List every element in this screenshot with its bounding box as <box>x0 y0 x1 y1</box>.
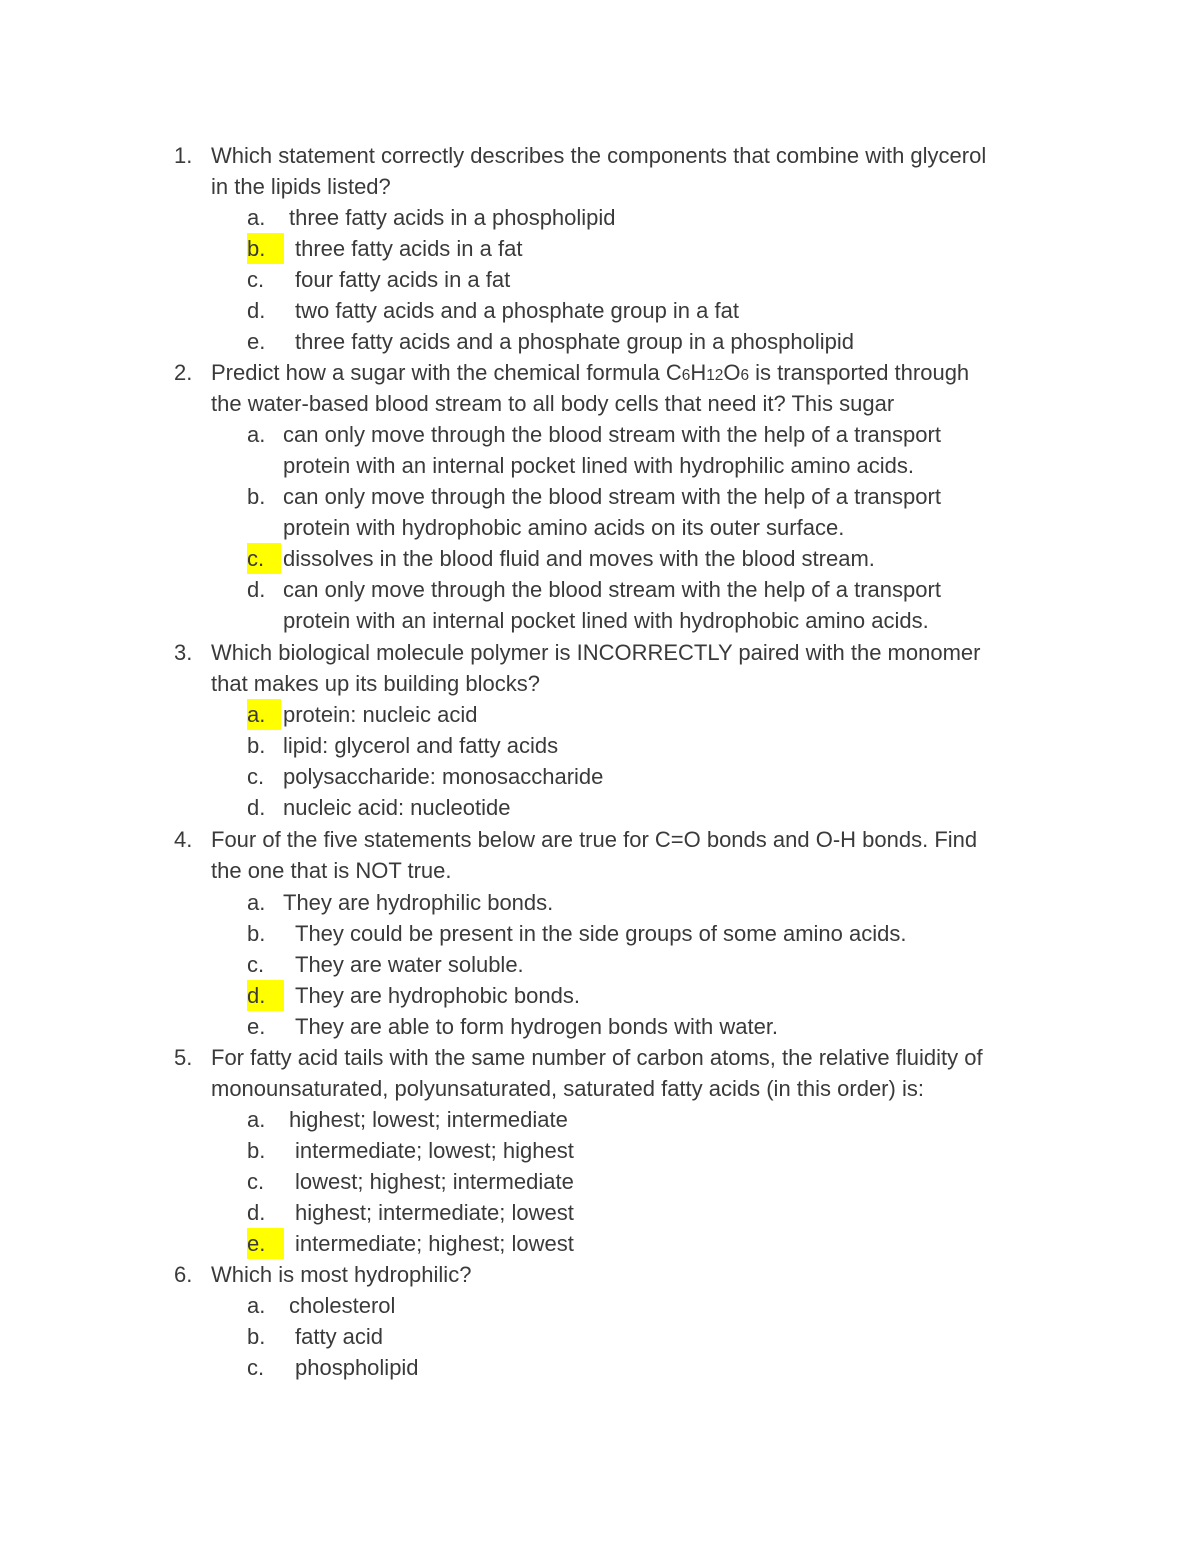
option-letter: d. <box>247 298 266 323</box>
option-text: They are water soluble. <box>295 952 524 977</box>
question-number: 2. <box>174 360 193 385</box>
question-text: the water-based blood stream to all body cells that need it? This sugar <box>211 391 895 416</box>
option-letter: c. <box>247 952 265 977</box>
option-letter: b. <box>247 921 266 946</box>
question-number: 5. <box>174 1045 193 1070</box>
option-text: three fatty acids in a fat <box>295 236 523 261</box>
question-text: that makes up its building blocks? <box>211 671 540 696</box>
option-text: protein with an internal pocket lined with hydrophilic amino acids. <box>283 453 915 478</box>
option-text: They are able to form hydrogen bonds with water. <box>295 1014 779 1039</box>
question-text: in the lipids listed? <box>211 174 391 199</box>
option-letter: a. <box>247 1293 266 1318</box>
option-text: protein with an internal pocket lined with hydrophobic amino acids. <box>283 608 929 633</box>
option-letter: d. <box>247 577 266 602</box>
option-text: dissolves in the blood fluid and moves with the blood stream. <box>283 546 875 571</box>
option-letter: b. <box>247 733 266 758</box>
option-text: intermediate; highest; lowest <box>295 1231 574 1256</box>
option-text: cholesterol <box>289 1293 396 1318</box>
question-text: For fatty acid tails with the same number of carbon atoms, the relative fluidity of <box>211 1045 983 1070</box>
question-number: 3. <box>174 640 193 665</box>
question-text: Four of the five statements below are true for C=O bonds and O-H bonds. Find <box>211 827 978 852</box>
option-letter: b. <box>247 1324 266 1349</box>
option-letter: a. <box>247 205 266 230</box>
option-letter: c. <box>247 1169 265 1194</box>
option-text: They are hydrophilic bonds. <box>283 890 554 915</box>
option-text: can only move through the blood stream with the help of a transport <box>283 577 941 602</box>
question-text: Predict how a sugar with the chemical formula C6H12O6 is transported through <box>211 360 970 385</box>
question-number: 6. <box>174 1262 193 1287</box>
option-letter: a. <box>247 890 266 915</box>
option-text: lipid: glycerol and fatty acids <box>283 733 559 758</box>
option-letter: d. <box>247 1200 266 1225</box>
option-letter: a. <box>247 422 266 447</box>
option-letter: c. <box>247 764 265 789</box>
question-text: Which biological molecule polymer is INCORRECTLY paired with the monomer <box>211 640 981 665</box>
option-text: fatty acid <box>295 1324 384 1349</box>
option-text: protein with hydrophobic amino acids on its outer surface. <box>283 515 845 540</box>
option-text: nucleic acid: nucleotide <box>283 795 511 820</box>
option-text: They are hydrophobic bonds. <box>295 983 580 1008</box>
option-text: three fatty acids in a phospholipid <box>289 205 616 230</box>
option-text: highest; intermediate; lowest <box>295 1200 574 1225</box>
option-letter: c. <box>247 267 265 292</box>
answer-highlight-letter: d. <box>247 980 284 1011</box>
question-number: 4. <box>174 827 193 852</box>
option-text: can only move through the blood stream with the help of a transport <box>283 422 941 447</box>
option-text: two fatty acids and a phosphate group in a fat <box>295 298 739 323</box>
question-text: Which statement correctly describes the components that combine with glycerol <box>211 143 987 168</box>
option-text: three fatty acids and a phosphate group in a phospholipid <box>295 329 854 354</box>
answer-highlight-letter: b. <box>247 233 284 264</box>
option-text: highest; lowest; intermediate <box>289 1107 568 1132</box>
option-letter: b. <box>247 1138 266 1163</box>
option-letter: e. <box>247 329 266 354</box>
question-number: 1. <box>174 143 193 168</box>
option-letter: c. <box>247 1355 265 1380</box>
question-text: monounsaturated, polyunsaturated, saturated fatty acids (in this order) is: <box>211 1076 924 1101</box>
option-letter: d. <box>247 795 266 820</box>
option-text: four fatty acids in a fat <box>295 267 511 292</box>
option-text: polysaccharide: monosaccharide <box>283 764 604 789</box>
question-text: Which is most hydrophilic? <box>211 1262 472 1287</box>
answer-highlight-letter: e. <box>247 1228 284 1259</box>
option-letter: b. <box>247 484 266 509</box>
option-text: They could be present in the side groups of some amino acids. <box>295 921 907 946</box>
option-text: intermediate; lowest; highest <box>295 1138 574 1163</box>
option-text: can only move through the blood stream with the help of a transport <box>283 484 941 509</box>
question-text: the one that is NOT true. <box>211 858 452 883</box>
option-text: lowest; highest; intermediate <box>295 1169 574 1194</box>
answer-highlight-letter: a. <box>247 699 281 730</box>
option-text: protein: nucleic acid <box>283 702 478 727</box>
option-letter: e. <box>247 1014 266 1039</box>
option-letter: a. <box>247 1107 266 1132</box>
option-text: phospholipid <box>295 1355 419 1380</box>
answer-highlight-letter: c. <box>247 543 281 574</box>
